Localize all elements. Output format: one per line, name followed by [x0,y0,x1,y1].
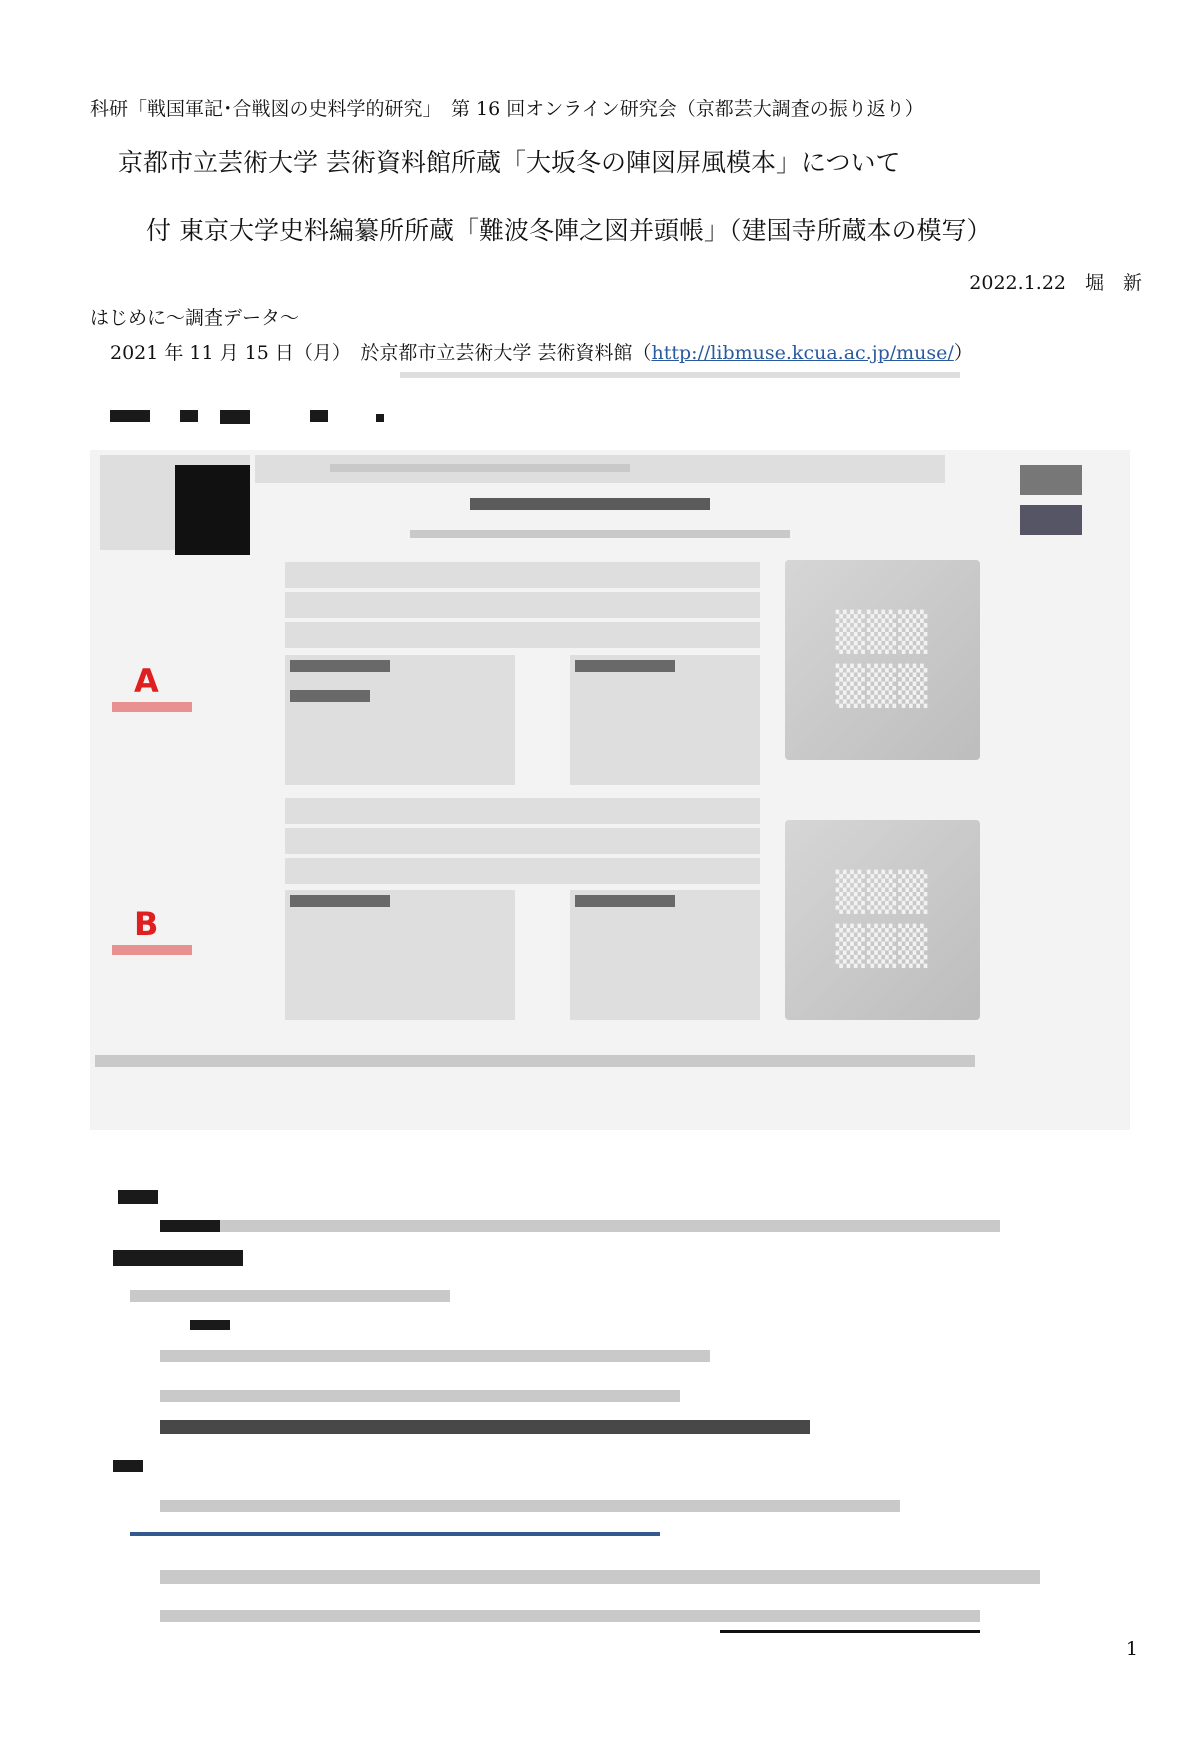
visit-prefix: 2021 年 11 月 15 日（月） 於京都市立芸術大学 芸術資料館（ [110,342,652,364]
marker-b: B [134,905,159,943]
record-b-field [285,828,760,854]
blurred-text [290,660,390,672]
header-line: 科研「戦国軍記･合戦図の史料学的研究」 第 16 回オンライン研究会（京都芸大調査の振り返り） [90,98,924,120]
visit-suffix: ） [953,342,973,364]
image-placeholder-b: ▒▒▒ ▒▒▒ [785,820,980,1020]
visit-line [110,338,973,365]
record-a-field [570,655,760,785]
record-a-field [285,655,515,785]
marker-a: A [134,662,159,700]
record-b-field [285,798,760,824]
page-title: 京都市立芸術大学 芸術資料館所蔵「大坂冬の陣図屏風模本」について [118,148,901,177]
page-subtitle: 付 東京大学史料編纂所所蔵「難波冬陣之図并頭帳」（建国寺所蔵本の模写） [146,216,992,245]
blurred-text [290,690,370,702]
blurred-text [290,895,390,907]
blurred-caption-line [95,1055,975,1067]
record-b-field [285,858,760,884]
marker-a-caption [112,702,192,712]
database-screenshot [90,450,1130,1130]
date-author: 2022.1.22 堀 新 [969,272,1142,294]
record-b-field [570,890,760,1020]
blurred-text-line [330,464,630,472]
image-placeholder-a: ▒▒▒ ▒▒▒ [785,560,980,760]
museum-link[interactable]: http://libmuse.kcua.ac.jp/muse/ [651,342,954,364]
intro-heading: はじめに～調査データ～ [90,307,300,329]
screenshot-corner-icons [1020,465,1082,535]
logo-icon [175,465,250,555]
blurred-text-line [110,410,390,424]
record-a-field [285,622,760,648]
blurred-text-line [470,498,710,510]
blurred-text [575,895,675,907]
record-a-field [285,562,760,588]
blurred-body [0,1190,1192,1650]
marker-b-caption [112,945,192,955]
blurred-text-line [410,530,790,538]
blurred-text [575,660,675,672]
record-b-field [285,890,515,1020]
record-a-field [285,592,760,618]
blurred-text-line [400,372,960,378]
page-number: 1 [1125,1638,1138,1660]
